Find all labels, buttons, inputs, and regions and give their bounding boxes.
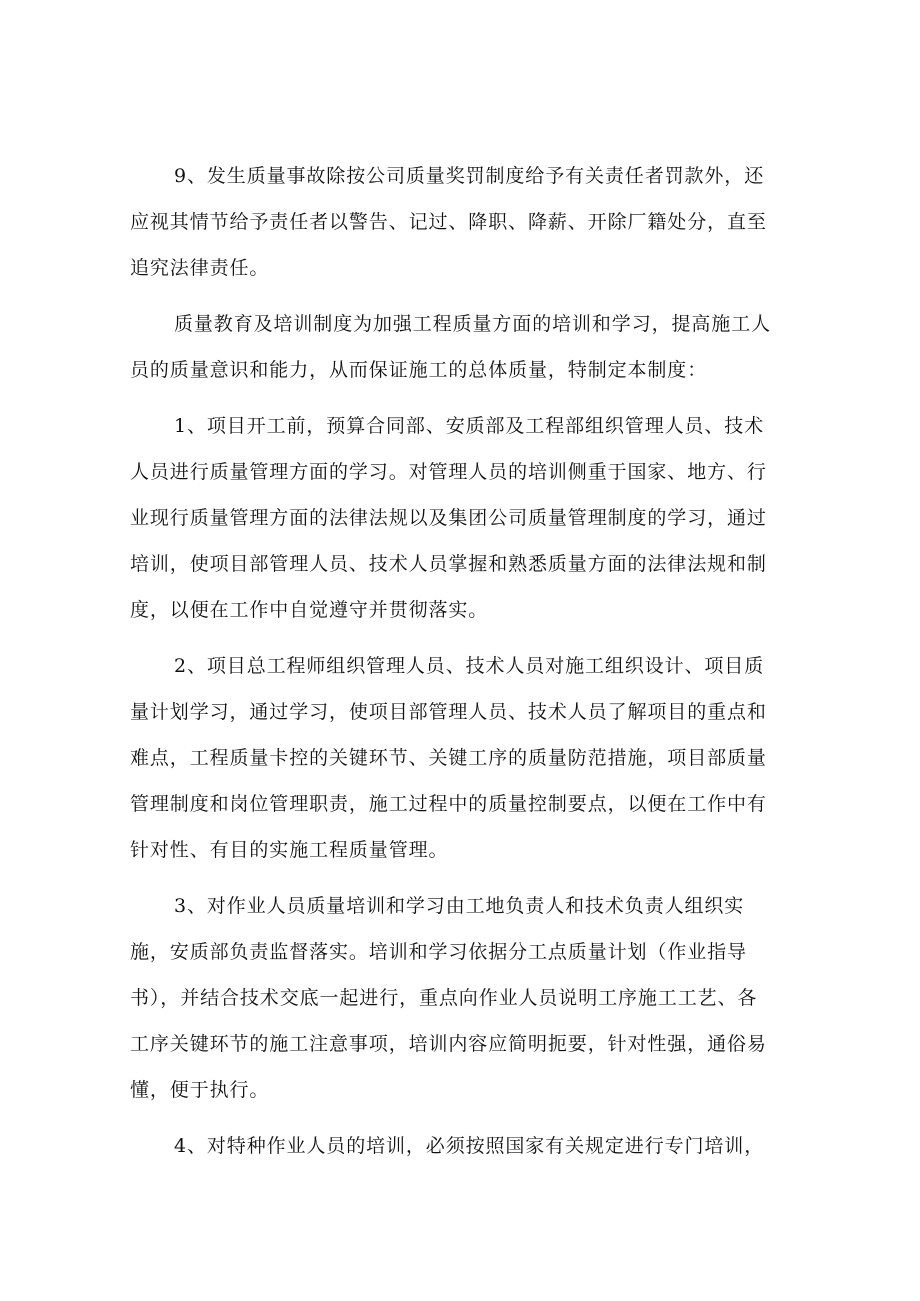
paragraph-training-system-intro bbox=[130, 301, 790, 393]
text-line: 施，安质部负责监督落实。培训和学习依据分工点质量计划（作业指导 bbox=[130, 941, 747, 963]
text-line: 1、项目开工前，预算合同部、安质部及工程部组织管理人员、技术 bbox=[174, 415, 765, 437]
text-line: 懂，便于执行。 bbox=[130, 1079, 270, 1101]
text-line: 工序关键环节的施工注意事项，培训内容应简明扼要，针对性强，通俗易 bbox=[130, 1033, 767, 1055]
paragraph-training-item-3 bbox=[130, 883, 790, 1113]
text-line: 管理制度和岗位管理职责，施工过程中的质量控制要点，以便在工作中有 bbox=[130, 793, 767, 815]
text-line: 应视其情节给予责任者以警告、记过、降职、降薪、开除厂籍处分，直至 bbox=[130, 211, 767, 233]
text-line: 书），并结合技术交底一起进行，重点向作业人员说明工序施工工艺、各 bbox=[130, 987, 758, 1009]
paragraph-training-item-4 bbox=[130, 1123, 790, 1169]
text-line: 追究法律责任。 bbox=[130, 257, 270, 279]
text-line: 9、发生质量事故除按公司质量奖罚制度给予有关责任者罚款外，还 bbox=[174, 165, 765, 187]
text-line: 针对性、有目的实施工程质量管理。 bbox=[130, 839, 449, 861]
document-body bbox=[130, 153, 790, 1179]
text-line: 培训，使项目部管理人员、技术人员掌握和熟悉质量方面的法律法规和制 bbox=[130, 553, 767, 575]
text-line: 度，以便在工作中自觉遵守并贯彻落实。 bbox=[130, 599, 489, 621]
paragraph-training-item-2 bbox=[130, 643, 790, 873]
text-line: 员的质量意识和能力，从而保证施工的总体质量，特制定本制度： bbox=[130, 359, 708, 381]
text-line: 难点，工程质量卡控的关键环节、关键工序的质量防范措施，项目部质量 bbox=[130, 747, 767, 769]
text-line: 业现行质量管理方面的法律法规以及集团公司质量管理制度的学习，通过 bbox=[130, 507, 767, 529]
paragraph-training-item-1 bbox=[130, 403, 790, 633]
text-line: 人员进行质量管理方面的学习。对管理人员的培训侧重于国家、地方、行 bbox=[130, 461, 767, 483]
text-line: 3、对作业人员质量培训和学习由工地负责人和技术负责人组织实 bbox=[174, 895, 745, 917]
text-line: 质量教育及培训制度为加强工程质量方面的培训和学习，提高施工人 bbox=[174, 313, 772, 335]
text-line: 量计划学习，通过学习，使项目部管理人员、技术人员了解项目的重点和 bbox=[130, 701, 767, 723]
paragraph-penalty-clause-9 bbox=[130, 153, 790, 291]
text-line: 4、对特种作业人员的培训，必须按照国家有关规定进行专门培训， bbox=[174, 1135, 765, 1157]
text-line: 2、项目总工程师组织管理人员、技术人员对施工组织设计、项目质 bbox=[174, 655, 765, 677]
